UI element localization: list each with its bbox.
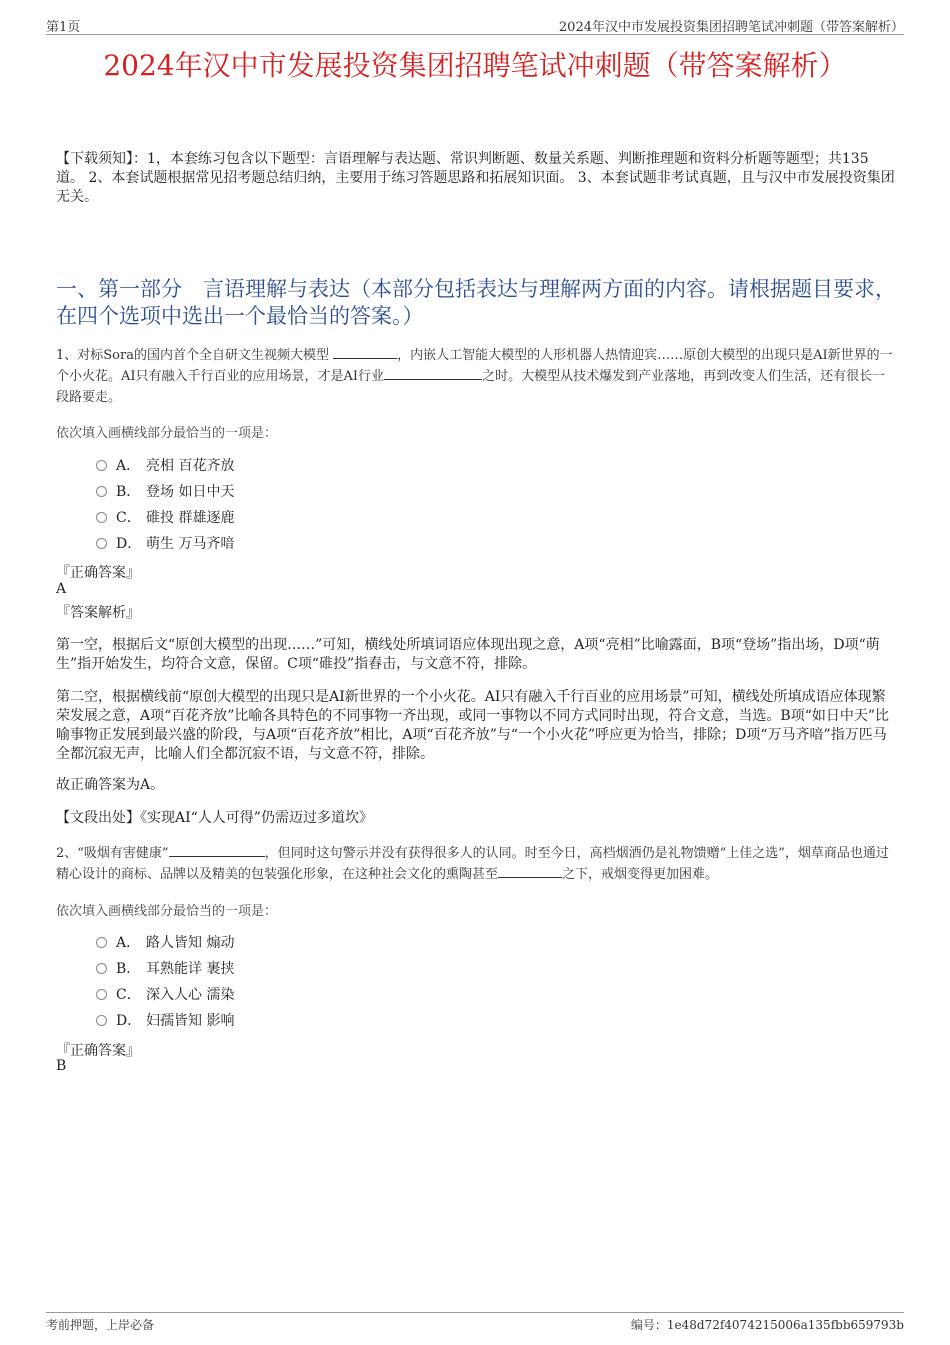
question-1-blank-1	[333, 346, 397, 359]
question-1-answer-label: 『正确答案』	[56, 565, 140, 581]
page-title: 2024年汉中市发展投资集团招聘笔试冲刺题（带答案解析）	[103, 49, 847, 82]
question-1-text-part-b: ，内嵌人工智能大模型的人形机器人热情迎宾……原创大模型的出现只是AI新世界的一个小火花。AI只有融入千行百业的应用场景，才是AI行业	[56, 348, 893, 384]
option-text: 亮相 百花齐放	[146, 458, 235, 474]
radio-icon[interactable]	[96, 989, 107, 1000]
question-1-answer: A	[56, 581, 67, 597]
option-letter: D．	[116, 536, 142, 552]
question-2-text-part-b: ，但同时这句警示并没有获得很多人的认同。时至今日，高档烟酒仍是礼物馈赠“上佳之选”，烟草商品也通过精心设计的商标、品牌以及精美的包装强化形象，在这种社会文化的熏陶甚至	[56, 846, 889, 882]
option-text: 妇孺皆知 影响	[146, 1013, 235, 1029]
radio-icon[interactable]	[96, 538, 107, 549]
download-notice: 【下载须知】：1，本套练习包含以下题型：言语理解与表达题、常识判断题、数量关系题、判断推理题和资料分析题等题型；共135道。 2、本套试题根据常见招考题总结归纳，主要用于练习答题思路和拓展知识面。 3、本套试题非考试真题，且与汉中市发展投资集团无关。	[56, 151, 895, 205]
question-2-blank-1	[169, 844, 265, 857]
radio-icon[interactable]	[96, 1015, 107, 1026]
question-1-text-part-c: 之时。大模型从技术爆发到产业落地，再到改变人们生活，还有很长一段路要走。	[56, 369, 886, 405]
question-2-option-a[interactable]	[96, 929, 234, 955]
radio-icon[interactable]	[96, 937, 107, 948]
question-2-instruction: 依次填入画横线部分最恰当的一项是：	[56, 904, 278, 919]
question-1-analysis-paragraph-1: 第一空，根据后文“原创大模型的出现……”可知，横线处所填词语应体现出现之意，A项“亮相”比喻露面，B项“登场”指出场，D项“萌生”指开始发生，均符合文意，保留。C项“碓投”指舂击，与文意不符，排除。	[56, 637, 880, 672]
question-1-text	[56, 345, 896, 408]
option-letter: C．	[116, 510, 141, 526]
question-1-source: 【文段出处】《实现AI“人人可得”仍需迈过多道坎》	[56, 810, 373, 826]
radio-icon[interactable]	[96, 963, 107, 974]
question-2-text-part-a: 2、“吸烟有害健康”	[56, 846, 169, 861]
section-title: 一、第一部分 言语理解与表达（本部分包括表达与理解两方面的内容。请根据题目要求，在四个选项中选出一个最恰当的答案。）	[56, 277, 896, 328]
question-2-options	[96, 929, 234, 1033]
radio-icon[interactable]	[96, 512, 107, 523]
header-doc-title: 2024年汉中市发展投资集团招聘笔试冲刺题（带答案解析）	[558, 20, 904, 35]
question-2-answer-label: 『正确答案』	[56, 1043, 140, 1059]
question-2-answer: B	[56, 1058, 67, 1074]
option-text: 路人皆知 煽动	[146, 935, 235, 951]
radio-icon[interactable]	[96, 486, 107, 497]
question-1-options	[96, 452, 234, 556]
question-1-analysis-label: 『答案解析』	[56, 605, 140, 621]
option-letter: A．	[116, 458, 141, 474]
option-letter: B．	[116, 484, 141, 500]
question-2-option-c[interactable]	[96, 981, 234, 1007]
option-letter: B．	[116, 961, 141, 977]
page-footer	[46, 1312, 904, 1333]
page-number: 第1页	[46, 20, 81, 35]
option-text: 碓投 群雄逐鹿	[146, 510, 235, 526]
question-2-option-d[interactable]	[96, 1007, 234, 1033]
question-1-option-a[interactable]	[96, 452, 234, 478]
question-1-option-c[interactable]	[96, 504, 234, 530]
option-text: 深入人心 濡染	[146, 987, 235, 1003]
question-2-option-b[interactable]	[96, 955, 234, 981]
question-2-text	[56, 843, 896, 885]
option-text: 耳熟能详 裹挟	[146, 961, 235, 977]
footer-doc-id: 编号：1e48d72f4074215006a135fbb659793b	[630, 1318, 904, 1332]
question-1-analysis-paragraph-3: 故正确答案为A。	[56, 777, 165, 793]
option-letter: D．	[116, 1013, 142, 1029]
radio-icon[interactable]	[96, 460, 107, 471]
option-text: 登场 如日中天	[146, 484, 235, 500]
page-header	[46, 14, 904, 35]
option-text: 萌生 万马齐喑	[146, 536, 235, 552]
option-letter: A．	[116, 935, 141, 951]
question-1-option-b[interactable]	[96, 478, 234, 504]
question-1-blank-2	[384, 367, 482, 380]
question-2-text-part-c: 之下，戒烟变得更加困难。	[562, 867, 719, 882]
question-1-text-part-a: 1、对标Sora的国内首个全自研文生视频大模型	[56, 348, 329, 363]
question-1-instruction: 依次填入画横线部分最恰当的一项是：	[56, 426, 278, 441]
option-letter: C．	[116, 987, 141, 1003]
footer-slogan: 考前押题，上岸必备	[46, 1318, 155, 1332]
question-2-blank-2	[498, 865, 562, 878]
question-1-option-d[interactable]	[96, 530, 234, 556]
question-1-analysis-paragraph-2: 第二空，根据横线前“原创大模型的出现只是AI新世界的一个小火花。AI只有融入千行百业的应用场景”可知，横线处所填成语应体现繁荣发展之意，A项“百花齐放”比喻各具特色的不同事物一齐出现，或同一事物以不同方式同时出现，符合文意，当选。B项“如日中天”比喻事物正发展到最兴盛的阶段，与A项“百花齐放”相比，A项“百花齐放”与“一个小火花”呼应更为恰当，排除；D项“万马齐喑”指万匹马全都沉寂无声，比喻人们全都沉寂不语，与文意不符，排除。	[56, 689, 890, 762]
